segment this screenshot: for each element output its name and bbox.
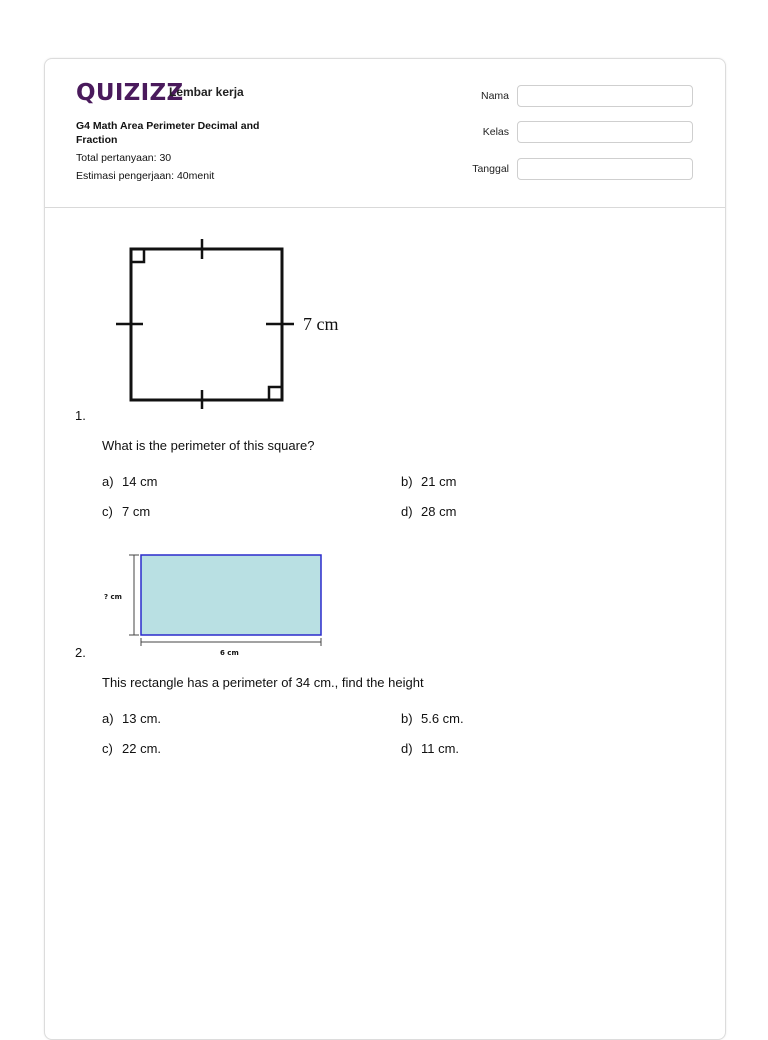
worksheet (44, 58, 726, 1040)
rectangle-shape (141, 555, 321, 635)
worksheet-title: G4 Math Area Perimeter Decimal and Fraction (76, 120, 260, 146)
option-text: 11 cm. (421, 741, 460, 756)
class-field[interactable] (517, 121, 693, 143)
question-1-option-a[interactable] (102, 474, 157, 489)
question-1-option-b[interactable] (401, 474, 456, 489)
right-angle-mark-bottom-right (269, 387, 282, 400)
option-letter: a) (102, 711, 114, 726)
question-2-text: This rectangle has a perimeter of 34 cm., find the height (102, 675, 424, 690)
class-label: Kelas (482, 126, 509, 138)
document-type: Lembar kerja (169, 85, 244, 99)
option-letter: d) (401, 741, 413, 756)
option-letter: b) (401, 711, 413, 726)
question-2-number: 2. (75, 645, 86, 660)
date-field[interactable] (517, 158, 693, 180)
worksheet-header (45, 59, 725, 208)
width-label: 6 cm (220, 649, 239, 657)
name-field[interactable] (517, 85, 693, 107)
question-2-option-d[interactable] (401, 741, 459, 756)
option-letter: a) (102, 474, 114, 489)
side-length-label: 7 cm (303, 314, 339, 334)
option-text: 14 cm (122, 474, 158, 489)
option-letter: b) (401, 474, 413, 489)
option-text: 5.6 cm. (421, 711, 464, 726)
question-2-option-a[interactable] (102, 711, 161, 726)
option-text: 28 cm (421, 504, 457, 519)
question-1-text: What is the perimeter of this square? (102, 438, 315, 453)
estimated-time: Estimasi pengerjaan: 40menit (76, 170, 215, 182)
question-1-number: 1. (75, 408, 86, 423)
option-letter: c) (102, 741, 113, 756)
total-questions: Total pertanyaan: 30 (76, 152, 172, 164)
option-letter: d) (401, 504, 413, 519)
question-2-option-c[interactable] (102, 741, 161, 756)
question-1-option-c[interactable] (102, 504, 150, 519)
name-label: Nama (480, 90, 509, 102)
question-2-option-b[interactable] (401, 711, 464, 726)
option-text: 21 cm (421, 474, 457, 489)
option-text: 22 cm. (122, 741, 162, 756)
square-figure (110, 235, 370, 415)
rectangle-figure (100, 550, 330, 660)
height-label: ? cm (104, 593, 122, 601)
quizizz-logo: QUIZIZZ (76, 80, 184, 106)
question-1-option-d[interactable] (401, 504, 456, 519)
date-label: Tanggal (472, 163, 509, 175)
square-outline (131, 249, 282, 400)
option-text: 7 cm (122, 504, 151, 519)
option-letter: c) (102, 504, 113, 519)
right-angle-mark-top-left (131, 249, 144, 262)
option-text: 13 cm. (122, 711, 162, 726)
